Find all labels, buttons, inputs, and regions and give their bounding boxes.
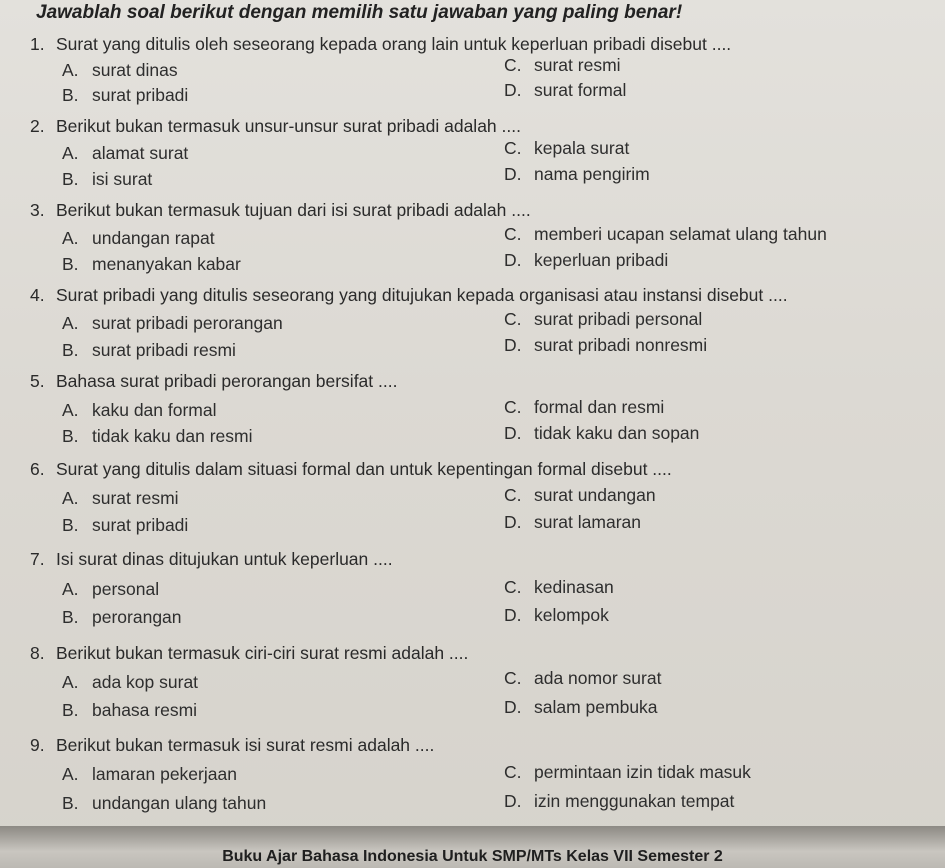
q2-option-c[interactable]: C. kepala surat: [504, 138, 630, 158]
q3-option-b[interactable]: B. menanyakan kabar: [62, 254, 241, 274]
question-3: 3. Berikut bukan termasuk tujuan dari isi surat pribadi adalah ....: [30, 200, 531, 220]
q2-option-a[interactable]: A. alamat surat: [62, 143, 189, 163]
q5-option-a[interactable]: A. kaku dan formal: [62, 400, 217, 420]
question-9: 9. Berikut bukan termasuk isi surat resmi adalah ....: [30, 735, 435, 755]
q8-option-c[interactable]: C. ada nomor surat: [504, 668, 662, 688]
question-4: 4. Surat pribadi yang ditulis seseorang yang ditujukan kepada organisasi atau instansi disebut ....: [30, 285, 788, 305]
q9-option-b[interactable]: B. undangan ulang tahun: [62, 793, 267, 813]
q6-option-c[interactable]: C. surat undangan: [504, 485, 656, 505]
q6-option-a[interactable]: A. surat resmi: [62, 488, 179, 508]
q3-option-c[interactable]: C. memberi ucapan selamat ulang tahun: [504, 224, 827, 244]
q2-option-d[interactable]: D. nama pengirim: [504, 164, 650, 184]
q5-option-d[interactable]: D. tidak kaku dan sopan: [504, 423, 700, 443]
q7-option-b[interactable]: B. perorangan: [62, 607, 182, 627]
q3-option-d[interactable]: D. keperluan pribadi: [504, 250, 669, 270]
q7-option-d[interactable]: D. kelompok: [504, 605, 609, 625]
q7-option-a[interactable]: A. personal: [62, 579, 160, 599]
q1-option-b[interactable]: B. surat pribadi: [62, 85, 189, 105]
q4-option-b[interactable]: B. surat pribadi resmi: [62, 340, 236, 360]
q9-option-d[interactable]: D. izin menggunakan tempat: [504, 791, 735, 811]
q7-option-c[interactable]: C. kedinasan: [504, 577, 614, 597]
instruction-heading: Jawablah soal berikut dengan memilih satu jawaban yang paling benar!: [36, 2, 683, 23]
footer-title: Buku Ajar Bahasa Indonesia Untuk SMP/MTs Kelas VII Semester 2: [222, 848, 723, 865]
q6-option-d[interactable]: D. surat lamaran: [504, 512, 641, 532]
question-5: 5. Bahasa surat pribadi perorangan bersifat ....: [30, 371, 398, 391]
q1-option-c[interactable]: C. surat resmi: [504, 55, 621, 75]
q9-option-c[interactable]: C. permintaan izin tidak masuk: [504, 762, 751, 782]
q8-option-d[interactable]: D. salam pembuka: [504, 697, 658, 717]
q4-option-a[interactable]: A. surat pribadi perorangan: [62, 313, 283, 333]
q3-option-a[interactable]: A. undangan rapat: [62, 228, 215, 248]
q8-option-b[interactable]: B. bahasa resmi: [62, 700, 198, 720]
q8-option-a[interactable]: A. ada kop surat: [62, 672, 199, 692]
question-6: 6. Surat yang ditulis dalam situasi formal dan untuk kepentingan formal disebut ....: [30, 459, 672, 479]
q4-option-c[interactable]: C. surat pribadi personal: [504, 309, 703, 329]
q5-option-c[interactable]: C. formal dan resmi: [504, 397, 665, 417]
question-number: 1.: [30, 34, 45, 54]
q1-option-d[interactable]: D. surat formal: [504, 80, 627, 100]
question-7: 7. Isi surat dinas ditujukan untuk keperluan ....: [30, 549, 393, 569]
q6-option-b[interactable]: B. surat pribadi: [62, 515, 189, 535]
q5-option-b[interactable]: B. tidak kaku dan resmi: [62, 426, 253, 446]
q2-option-b[interactable]: B. isi surat: [62, 169, 153, 189]
q1-option-a[interactable]: A. surat dinas: [62, 60, 178, 80]
q4-option-d[interactable]: D. surat pribadi nonresmi: [504, 335, 708, 355]
question-1: [30, 34, 731, 55]
question-8: 8. Berikut bukan termasuk ciri-ciri surat resmi adalah ....: [30, 643, 469, 663]
q9-option-a[interactable]: A. lamaran pekerjaan: [62, 764, 237, 784]
question-text: Surat yang ditulis oleh seseorang kepada orang lain untuk keperluan pribadi disebut ....: [56, 34, 732, 54]
question-2: 2. Berikut bukan termasuk unsur-unsur surat pribadi adalah ....: [30, 116, 521, 136]
